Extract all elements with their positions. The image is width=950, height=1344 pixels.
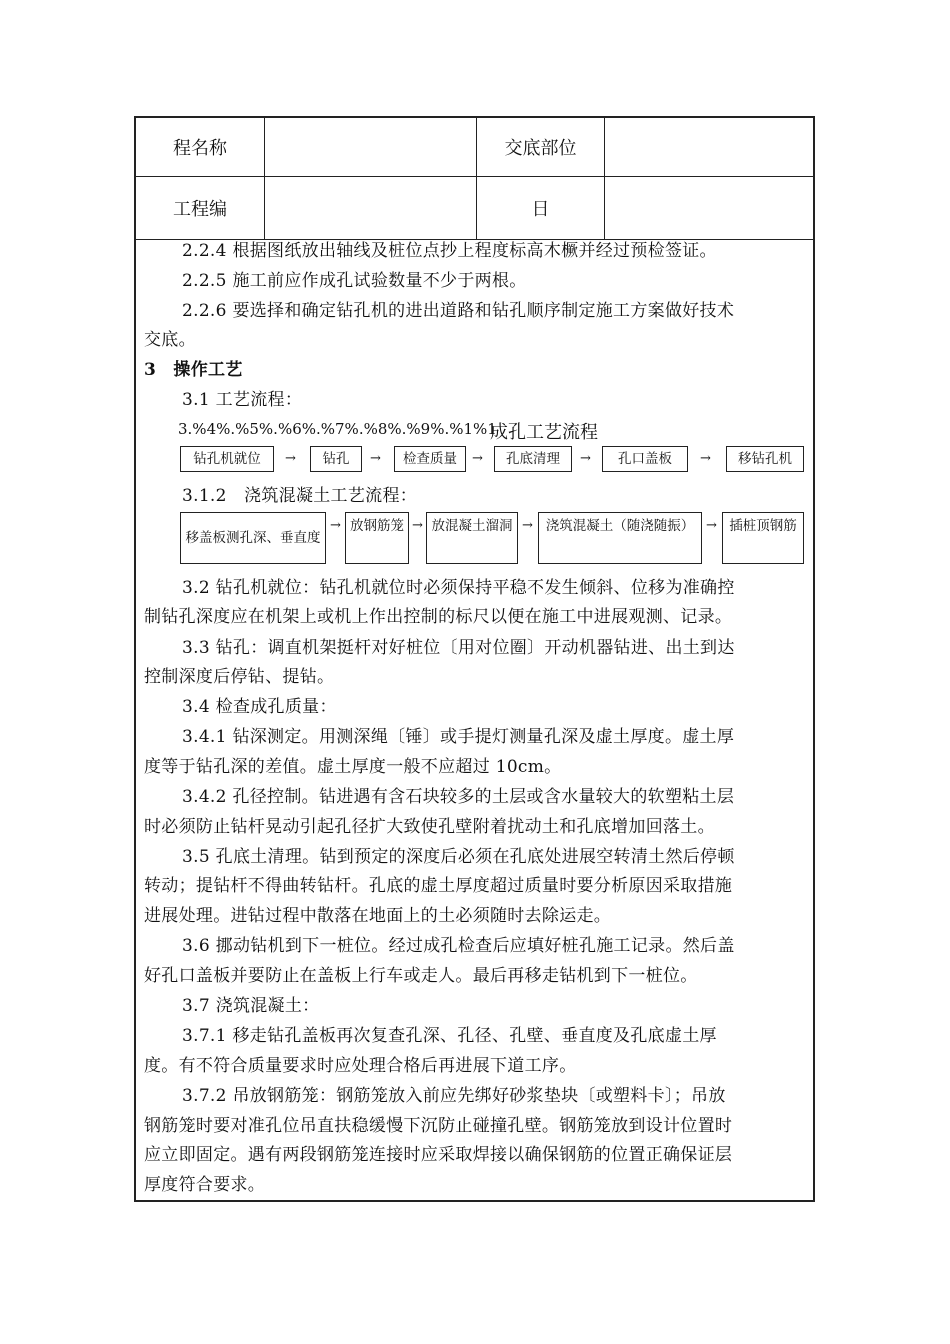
paragraph-3-6-line2: 好孔口盖板并要防止在盖板上行车或走人。最后再移走钻机到下一桩位。 (144, 966, 698, 986)
paragraph-3-3-line2: 控制深度后停钻、提钻。 (144, 667, 335, 687)
flow2-step: 放钢筋笼 (345, 512, 409, 564)
project-no-value (265, 177, 476, 239)
date-label: 日 (531, 199, 550, 220)
paragraph-3-6-line1: 3.6 挪动钻机到下一桩位。经过成孔检查后应填好桩孔施工记录。然后盖 (182, 936, 735, 956)
paragraph-3-5-line3: 进展处理。进钻过程中散落在地面上的土必须随时去除运走。 (144, 906, 612, 926)
arrow-right-icon: → (370, 451, 381, 466)
flow1-step: 钻孔机就位 (180, 446, 274, 472)
paragraph-3-5-line1: 3.5 孔底土清理。钻到预定的深度后必须在孔底处进展空转清土然后停顿 (182, 847, 735, 867)
document-frame (134, 116, 815, 1202)
paragraph-2-2-4: 2.2.4 根据图纸放出轴线及桩位点抄上程度标高木橛并经过预检签证。 (182, 241, 717, 261)
paragraph-3-7-1-line1: 3.7.1 移走钻孔盖板再次复查孔深、孔径、孔壁、垂直度及孔底虚土厚 (182, 1026, 717, 1046)
paragraph-3-2-line1: 3.2 钻孔机就位：钻孔机就位时必须保持平稳不发生倾斜、位移为准确控 (182, 578, 735, 598)
arrow-right-icon: → (522, 518, 533, 533)
paragraph-3-7-2-line1: 3.7.2 吊放钢筋笼：钢筋笼放入前应先绑好砂浆垫块〔或塑料卡〕；吊放 (182, 1086, 726, 1106)
paragraph-2-2-6-line1: 2.2.6 要选择和确定钻孔机的进出道路和钻孔顺序制定施工方案做好技术 (182, 301, 735, 321)
paragraph-3-5-line2: 转动；提钻杆不得曲转钻杆。孔底的虚土厚度超过质量时要分析原因采取措施 (144, 876, 733, 896)
flow1-step: 检查质量 (394, 446, 466, 472)
paragraph-3-4-1-line1: 3.4.1 钻深测定。用测深绳〔锤〕或手提灯测量孔深及虚土厚度。虚土厚 (182, 727, 735, 747)
flow1-step: 孔口盖板 (602, 446, 688, 472)
flow1-step: 钻孔 (310, 446, 362, 472)
paragraph-3-7-2-line4: 厚度符合要求。 (144, 1175, 266, 1195)
project-name-value (265, 118, 476, 176)
paragraph-3-4-2-line1: 3.4.2 孔径控制。钻进遇有含石块较多的土层或含水量较大的软塑粘土层 (182, 787, 735, 807)
paragraph-3-7: 3.7 浇筑混凝土： (182, 996, 320, 1016)
flow2-step: 移盖板测孔深、垂直度 (180, 512, 326, 564)
flow1-step: 孔底清理 (494, 446, 572, 472)
section-3-1-heading: 3.1 工艺流程： (182, 390, 303, 410)
header-table (136, 118, 813, 240)
paragraph-3-7-2-line3: 应立即固定。遇有两段钢筋笼连接时应采取焊接以确保钢筋的位置正确保证层 (144, 1145, 733, 1165)
arrow-right-icon: → (285, 451, 296, 466)
section-3-heading: 3 操作工艺 (144, 360, 243, 380)
paragraph-2-2-5: 2.2.5 施工前应作成孔试验数量不少于两根。 (182, 271, 527, 291)
paragraph-3-3-line1: 3.3 钻孔：调直机架挺杆对好桩位〔用对位圈〕开动机器钻进、出土到达 (182, 638, 735, 658)
flow1-title: 成孔工艺流程 (490, 422, 598, 443)
paragraph-3-7-2-line2: 钢筋笼时要对准孔位吊直扶稳缓慢下沉防止碰撞孔壁。钢筋笼放到设计位置时 (144, 1116, 733, 1136)
arrow-right-icon: → (472, 451, 483, 466)
project-name-label: 程名称 (173, 138, 227, 159)
paragraph-3-2-line2: 制钻孔深度应在机架上或机上作出控制的标尺以便在施工中进展观测、记录。 (144, 607, 733, 627)
handover-part-value (605, 118, 813, 176)
arrow-right-icon: → (330, 518, 341, 533)
flow2-title: 3.1.2 浇筑混凝土工艺流程： (182, 486, 418, 506)
arrow-right-icon: → (412, 518, 423, 533)
paragraph-2-2-6-line2: 交底。 (144, 330, 196, 350)
arrow-right-icon: → (706, 518, 717, 533)
flow1-prefix: 3.%4%.%5%.%6%.%7%.%8%.%9%.%1%1 (178, 420, 497, 438)
flow1-step: 移钻孔机 (726, 446, 804, 472)
flow2-step: 插桩顶钢筋 (722, 512, 804, 564)
project-no-label: 工程编 (173, 199, 227, 220)
flow2-step: 放混凝土溜洞 (426, 512, 518, 564)
divider (136, 239, 813, 240)
paragraph-3-7-1-line2: 度。有不符合质量要求时应处理合格后再进展下道工序。 (144, 1056, 577, 1076)
arrow-right-icon: → (700, 451, 711, 466)
paragraph-3-4-2-line2: 时必须防止钻杆晃动引起孔径扩大致使孔壁附着扰动土和孔底增加回落土。 (144, 817, 715, 837)
arrow-right-icon: → (580, 451, 591, 466)
paragraph-3-4: 3.4 检查成孔质量： (182, 697, 337, 717)
date-value (605, 177, 813, 239)
flow2-step: 浇筑混凝土（随浇随振） (538, 512, 702, 564)
handover-part-label: 交底部位 (504, 138, 577, 159)
paragraph-3-4-1-line2: 度等于钻孔深的差值。虚土厚度一般不应超过 10cm。 (144, 757, 562, 777)
